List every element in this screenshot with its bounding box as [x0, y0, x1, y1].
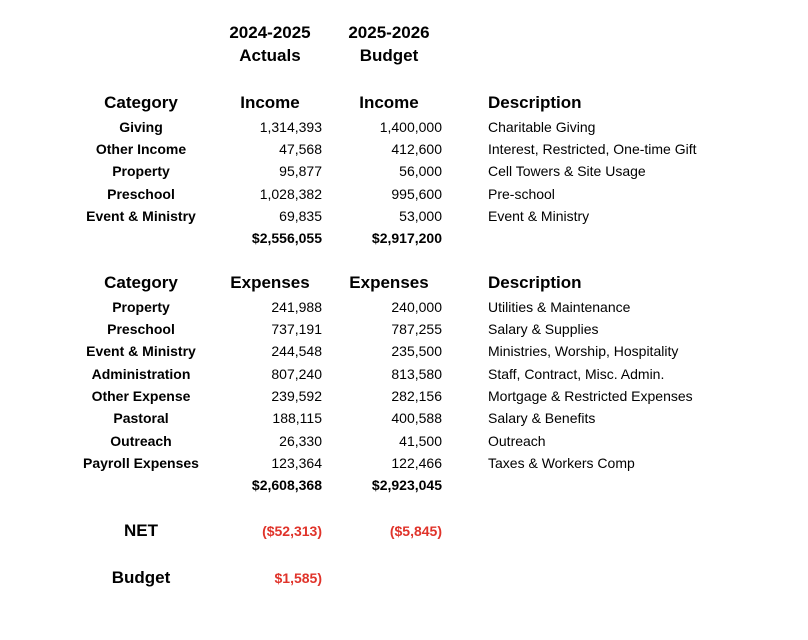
income-description-header: Description — [488, 93, 582, 112]
income-budget: 412,600 — [391, 141, 442, 157]
expense-budget: 282,156 — [391, 388, 442, 404]
expense-actual: 26,330 — [279, 433, 322, 449]
income-category: Giving — [119, 119, 163, 135]
expense-budget: 235,500 — [391, 343, 442, 359]
net-actual: ($52,313) — [262, 523, 322, 539]
expense-budget: 813,580 — [391, 366, 442, 382]
expenses-category-header: Category — [104, 273, 178, 292]
income-actual: 69,835 — [279, 208, 322, 224]
expense-budget: 41,500 — [399, 433, 442, 449]
income-category: Other Income — [95, 141, 187, 157]
income-actual: 95,877 — [279, 163, 322, 179]
income-category: Property — [112, 163, 170, 179]
expense-actual: 241,988 — [271, 299, 322, 315]
expense-category: Outreach — [110, 433, 172, 449]
expense-actual: 123,364 — [271, 455, 322, 471]
income-description: Charitable Giving — [488, 119, 596, 135]
income-total-actual: $2,556,055 — [251, 230, 322, 246]
expense-description: Salary & Benefits — [488, 410, 596, 426]
expense-actual: 188,115 — [272, 410, 322, 426]
budget-actual: $1,585) — [274, 570, 322, 586]
expenses-col1-header: Expenses — [230, 273, 310, 292]
expense-description: Ministries, Worship, Hospitality — [488, 343, 679, 359]
expense-category: Pastoral — [113, 410, 169, 426]
income-category: Event & Ministry — [86, 208, 196, 224]
income-actual: 1,314,393 — [259, 119, 322, 135]
income-total-budget: $2,917,200 — [371, 230, 442, 246]
expense-budget: 400,588 — [391, 410, 442, 426]
expense-description: Outreach — [488, 433, 546, 449]
income-actual: 1,028,382 — [259, 186, 322, 202]
col2-year-header: 2025-2026 — [348, 23, 430, 42]
income-col2-header: Income — [359, 93, 419, 112]
income-category-header: Category — [104, 93, 178, 112]
income-category: Preschool — [107, 186, 175, 202]
expense-category: Property — [112, 299, 170, 315]
income-budget: 53,000 — [399, 208, 442, 224]
income-description: Cell Towers & Site Usage — [488, 163, 646, 179]
expense-actual: 244,548 — [271, 343, 322, 359]
expenses-total-actual: $2,608,368 — [251, 477, 322, 493]
col1-year-header: 2024-2025 — [229, 23, 311, 42]
expense-budget: 122,466 — [391, 455, 442, 471]
expense-budget: 240,000 — [391, 299, 442, 315]
expense-description: Salary & Supplies — [488, 321, 599, 337]
income-col1-header: Income — [240, 93, 300, 112]
expense-actual: 807,240 — [271, 366, 322, 382]
income-budget: 56,000 — [399, 163, 442, 179]
income-description: Pre-school — [488, 186, 555, 202]
expenses-description-header: Description — [488, 273, 582, 292]
income-description: Interest, Restricted, One-time Gift — [488, 141, 697, 157]
budget-label: Budget — [111, 568, 171, 587]
income-budget: 995,600 — [391, 186, 442, 202]
col1-type-header: Actuals — [239, 46, 301, 65]
expense-description: Mortgage & Restricted Expenses — [488, 388, 693, 404]
expense-category: Other Expense — [91, 388, 191, 404]
expense-budget: 787,255 — [391, 321, 442, 337]
expense-category: Preschool — [107, 321, 175, 337]
expense-category: Administration — [91, 366, 191, 382]
expense-description: Utilities & Maintenance — [488, 299, 631, 315]
net-budget: ($5,845) — [389, 523, 442, 539]
expenses-col2-header: Expenses — [349, 273, 429, 292]
income-budget: 1,400,000 — [379, 119, 442, 135]
expense-description: Taxes & Workers Comp — [488, 455, 635, 471]
net-label: NET — [124, 521, 158, 540]
expense-actual: 239,592 — [271, 388, 322, 404]
col2-type-header: Budget — [359, 46, 419, 65]
income-description: Event & Ministry — [488, 208, 590, 224]
expenses-total-budget: $2,923,045 — [371, 477, 442, 493]
income-actual: 47,568 — [279, 141, 322, 157]
expense-category: Payroll Expenses — [83, 455, 199, 471]
expense-category: Event & Ministry — [86, 343, 196, 359]
expense-actual: 737,191 — [271, 321, 322, 337]
expense-description: Staff, Contract, Misc. Admin. — [488, 366, 665, 382]
